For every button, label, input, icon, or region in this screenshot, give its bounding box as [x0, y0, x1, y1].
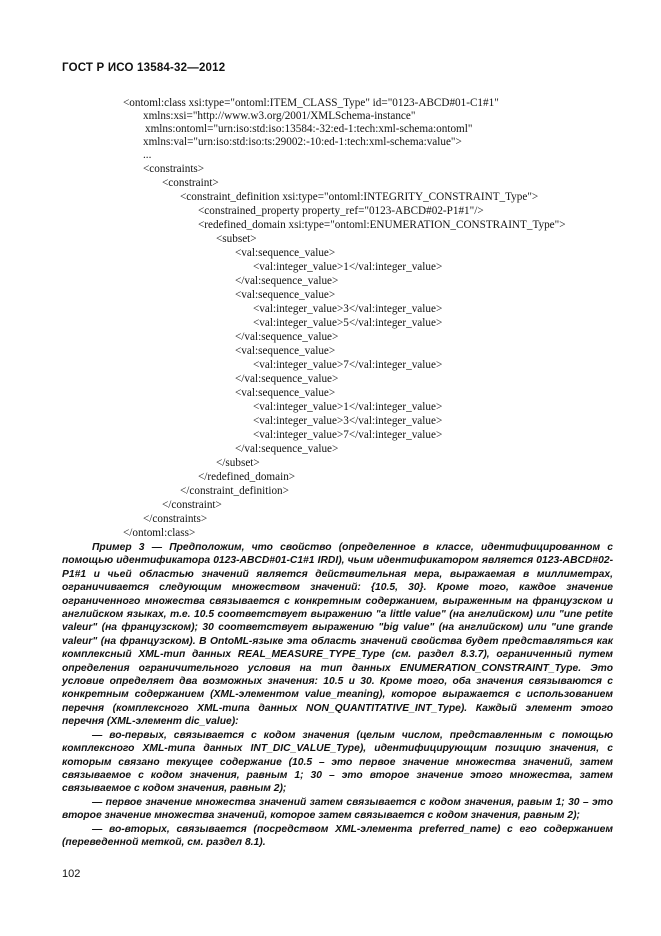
xml-line: <val:integer_value>1</val:integer_value>	[253, 401, 443, 413]
xml-line: <val:integer_value>5</val:integer_value>	[253, 317, 443, 329]
xml-line: </val:sequence_value>	[235, 331, 339, 343]
xml-line: <constrained_property property_ref="0123-ABCD#02-P1#1"/>	[198, 205, 484, 217]
example-paragraph: Пример 3 — Предположим, что свойство (определенное в классе, идентифицированном с помощью идентификатора 0123-ABCD#01-C1#1 IRDI), чьим идентификатором является 0123-ABCD#02-P1#1 и чьей областью значений является действительная мера, выражаемая в миллиметрах, ограничивается следующим множеством значений: {10.5, 30}. Кроме того, каждое значение ограниченного множества связывается с конкретным содержанием, выраженным на французском и английском языках, т.е. 10.5 соответствует выражению "a little value" (на английском) или "une petite valeur" (на французском); 30 соответствует выражению "big value" (на английском) или "une grande valeur" (на французском). В OntoML-языке эта область значений свойства будет представляться как комплексный XML-тип данных REAL_MEASURE_TYPE_Type (см. раздел 8.3.7), ограниченный путем определения ограничительного условия на тип данных ENUMERATION_CONSTRAINT_Type. Это условие определяет два возможных значения: 10.5 и 30. Кроме того, оба значения связываются с конкретным содержанием (XML-элементом value_meaning), которое выражается с использованием перечня (комплексного XML-типа данных NON_QUANTITATIVE_INT_Type). Каждый элемент этого перечня (XML-элемент dic_value):	[62, 542, 613, 728]
xml-line: xmlns:val="urn:iso:std:iso:ts:29002:-10:ed-1:tech:xml-schema:value">	[143, 136, 462, 148]
xml-line: </ontoml:class>	[123, 527, 196, 539]
xml-line: </val:sequence_value>	[235, 275, 339, 287]
xml-line: </val:sequence_value>	[235, 443, 339, 455]
list-item: — первое значение множества значений затем связывается с кодом значения, равым 1; 30 – это второе значение множества значений, которое затем связывается с кодом значения, равным 2);	[62, 796, 613, 822]
xml-line: </redefined_domain>	[198, 471, 296, 483]
list-item: — во-вторых, связывается (посредством XML-элемента preferred_name) с его содержанием (переведенной меткой, см. раздел 8.1).	[62, 823, 613, 848]
xml-line: </val:sequence_value>	[235, 373, 339, 385]
page-header: ГОСТ Р ИСО 13584-32—2012	[62, 62, 226, 74]
xml-line: <val:sequence_value>	[235, 289, 336, 301]
xml-line: <subset>	[216, 233, 257, 245]
xml-line: <constraint>	[162, 177, 219, 189]
xml-line: <val:sequence_value>	[235, 247, 336, 259]
page-number: 102	[62, 868, 81, 880]
xml-line: <constraints>	[143, 163, 205, 175]
xml-line: xmlns:ontoml="urn:iso:std:iso:13584:-32:ed-1:tech:xml-schema:ontoml"	[145, 123, 473, 135]
xml-line: <val:sequence_value>	[235, 387, 336, 399]
xml-line: <val:integer_value>7</val:integer_value>	[253, 359, 443, 371]
xml-line: xmlns:xsi="http://www.w3.org/2001/XMLSchema-instance"	[143, 110, 416, 122]
xml-line: <ontoml:class xsi:type="ontoml:ITEM_CLASS_Type" id="0123-ABCD#01-C1#1"	[123, 97, 499, 109]
xml-line: <val:integer_value>3</val:integer_value>	[253, 415, 443, 427]
xml-line: </constraint>	[162, 499, 222, 511]
xml-line: </subset>	[216, 457, 260, 469]
xml-line: </constraints>	[143, 513, 208, 525]
example-3-text	[62, 541, 613, 849]
list-item: — во-первых, связывается с кодом значения (целым числом, представленным с помощью комплексного XML-типа данных INT_DIC_VALUE_Type), идентифицирующим позицию значения, с которым связано текущее содержание (10.5 – это первое значение множества значений, затем связываемое с кодом значения, равным 1; 30 – это второе значение этого множества, затем связываемое с кодом значения, равным 2);	[62, 729, 613, 795]
xml-line: <val:integer_value>7</val:integer_value>	[253, 429, 443, 441]
xml-line: </constraint_definition>	[180, 485, 289, 497]
xml-line: <redefined_domain xsi:type="ontoml:ENUMERATION_CONSTRAINT_Type">	[198, 219, 566, 231]
xml-line: ...	[143, 149, 152, 161]
xml-line: <constraint_definition xsi:type="ontoml:INTEGRITY_CONSTRAINT_Type">	[180, 191, 539, 203]
xml-line: <val:integer_value>3</val:integer_value>	[253, 303, 443, 315]
xml-line: <val:integer_value>1</val:integer_value>	[253, 261, 443, 273]
xml-line: <val:sequence_value>	[235, 345, 336, 357]
